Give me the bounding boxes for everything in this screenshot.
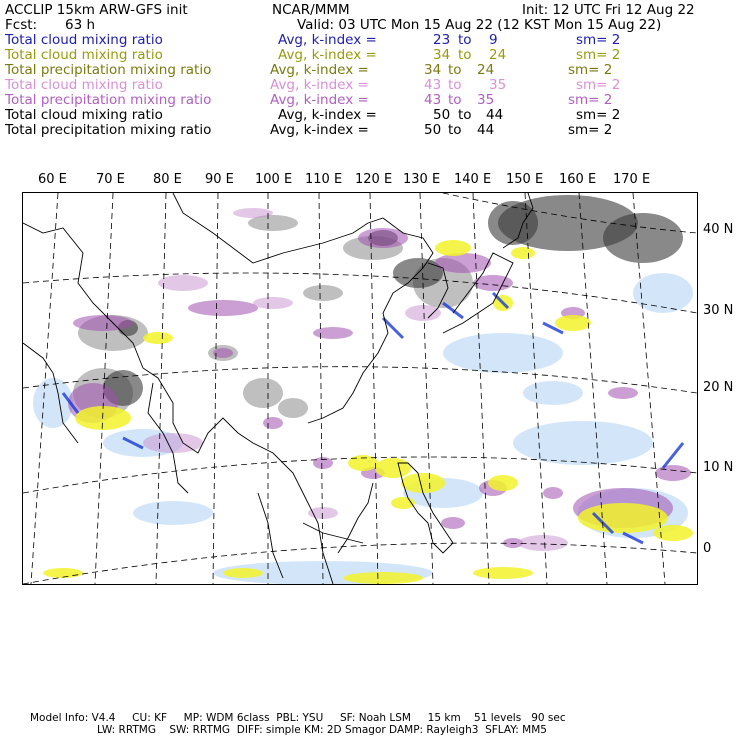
legend-field-name: Total cloud mixing ratio <box>5 47 163 63</box>
precip-mixing-region <box>655 465 691 481</box>
longitude-label: 150 E <box>506 172 544 187</box>
longitude-label: 120 E <box>355 172 393 187</box>
legend-k-to: 35 <box>477 92 495 108</box>
legend-avg-label: Avg, k-index = <box>278 107 377 123</box>
legend-avg-label: Avg, k-index = <box>270 92 369 108</box>
legend-field-name: Total precipitation mixing ratio <box>5 122 212 138</box>
yellow-mixing-region <box>143 332 173 344</box>
yellow-mixing-region <box>511 247 535 259</box>
legend-k-to: 44 <box>486 107 504 123</box>
model-info-line2: LW: RRTMG SW: RRTMG DIFF: simple KM: 2D Smagor DAMP: Rayleigh3 SFLAY: MM5 <box>97 724 547 736</box>
latitude-label: 20 N <box>703 380 734 395</box>
legend-k-from: 34 <box>433 47 451 63</box>
legend-field-name: Total cloud mixing ratio <box>5 107 163 123</box>
longitude-label: 130 E <box>403 172 441 187</box>
legend-k-to: 44 <box>477 122 495 138</box>
precip-mixing-region <box>441 517 465 529</box>
longitude-label: 90 E <box>205 172 234 187</box>
yellow-mixing-region <box>343 572 423 584</box>
precip-mixing-region <box>188 300 258 316</box>
longitude-gridline <box>420 193 433 584</box>
legend-smoothing: sm= 2 <box>576 32 621 48</box>
legend-row <box>0 108 740 123</box>
legend-field-name: Total cloud mixing ratio <box>5 32 163 48</box>
init-time: Init: 12 UTC Fri 12 Aug 22 <box>522 2 695 18</box>
forecast-label: Fcst: <box>5 17 38 33</box>
dense-cloud-region <box>488 201 538 245</box>
precip-mixing-region <box>263 417 283 429</box>
precip-mixing-region <box>73 315 133 331</box>
cloud-mixing-region <box>405 305 441 321</box>
latitude-label: 40 N <box>703 222 734 237</box>
legend-k-from: 43 <box>424 77 442 93</box>
legend-avg-label: Avg, k-index = <box>278 32 377 48</box>
cloud-mixing-region <box>233 208 273 218</box>
legend-smoothing: sm= 2 <box>576 47 621 63</box>
yellow-mixing-region <box>375 458 411 478</box>
legend-field-name: Total precipitation mixing ratio <box>5 62 212 78</box>
legend-avg-label: Avg, k-index = <box>270 122 369 138</box>
longitude-label: 80 E <box>153 172 182 187</box>
longitude-label: 170 E <box>613 172 651 187</box>
legend-smoothing: sm= 2 <box>568 62 613 78</box>
latitude-label: 0 <box>703 541 712 556</box>
cloud-haze-region <box>33 378 73 428</box>
legend-k-to: 24 <box>489 47 507 63</box>
legend-field-name: Total precipitation mixing ratio <box>5 92 212 108</box>
longitude-label: 70 E <box>96 172 125 187</box>
yellow-mixing-region <box>43 568 83 578</box>
legend-avg-label: Avg, k-index = <box>270 77 369 93</box>
map-canvas <box>23 193 697 584</box>
legend-to-label: to <box>458 47 472 63</box>
cloud-haze-region <box>133 501 213 525</box>
blue-mixing-streak <box>383 318 403 338</box>
dense-cloud-region <box>603 213 683 263</box>
precip-mixing-region <box>313 327 353 339</box>
cloud-mixing-region <box>158 275 208 291</box>
longitude-label: 100 E <box>255 172 293 187</box>
forecast-map <box>22 192 698 585</box>
yellow-mixing-region <box>488 475 518 491</box>
yellow-mixing-region <box>578 503 668 533</box>
precip-mixing-region <box>608 387 638 399</box>
legend-row <box>0 93 740 108</box>
legend-to-label: to <box>448 92 462 108</box>
yellow-mixing-region <box>435 240 471 256</box>
yellow-mixing-region <box>223 568 263 578</box>
legend-smoothing: sm= 2 <box>568 122 613 138</box>
forecast-hour: 63 h <box>65 17 96 33</box>
legend-field-name: Total cloud mixing ratio <box>5 77 163 93</box>
legend-row <box>0 48 740 63</box>
cloud-haze-region <box>443 333 563 373</box>
longitude-label: 160 E <box>559 172 597 187</box>
latitude-label: 10 N <box>703 460 734 475</box>
cloud-haze-region <box>513 421 653 465</box>
legend-k-from: 23 <box>433 32 451 48</box>
yellow-mixing-region <box>555 315 591 331</box>
cloud-mixing-region <box>253 297 293 309</box>
longitude-gridline <box>473 193 489 584</box>
blue-mixing-streak <box>663 443 683 468</box>
yellow-mixing-region <box>473 567 533 579</box>
grey-cloud-region <box>278 398 308 418</box>
legend-row <box>0 78 740 93</box>
latitude-label: 30 N <box>703 303 734 318</box>
legend-to-label: to <box>448 62 462 78</box>
precip-mixing-region <box>313 457 333 469</box>
longitude-gridline <box>319 193 323 584</box>
legend-smoothing: sm= 2 <box>576 77 621 93</box>
grey-cloud-region <box>243 378 283 408</box>
legend-k-from: 43 <box>424 92 442 108</box>
legend-row <box>0 33 740 48</box>
legend-avg-label: Avg, k-index = <box>270 62 369 78</box>
legend-k-from: 50 <box>433 107 451 123</box>
coastline <box>338 483 373 553</box>
legend-k-from: 50 <box>424 122 442 138</box>
legend-to-label: to <box>448 122 462 138</box>
valid-time: Valid: 03 UTC Mon 15 Aug 22 (12 KST Mon 15 Aug 22) <box>297 17 662 33</box>
legend-row <box>0 63 740 78</box>
cloud-mixing-region <box>518 535 568 551</box>
precip-mixing-region <box>473 275 513 291</box>
legend-to-label: to <box>448 77 462 93</box>
longitude-label: 60 E <box>38 172 67 187</box>
precip-mixing-region <box>543 487 563 499</box>
longitude-label: 110 E <box>305 172 343 187</box>
legend-row <box>0 123 740 138</box>
legend-to-label: to <box>458 32 472 48</box>
latitude-gridline <box>23 273 697 313</box>
legend-k-to: 24 <box>477 62 495 78</box>
grey-cloud-region <box>303 285 343 301</box>
yellow-mixing-region <box>653 525 693 541</box>
longitude-gridline <box>213 193 218 584</box>
model-info-line1: Model Info: V4.4 CU: KF MP: WDM 6class PBL: YSU SF: Noah LSM 15 km 51 levels 90 sec <box>30 712 566 724</box>
legend-smoothing: sm= 2 <box>568 92 613 108</box>
legend-k-from: 34 <box>424 62 442 78</box>
legend-k-to: 9 <box>489 32 498 48</box>
yellow-mixing-region <box>401 473 445 493</box>
legend-k-to: 35 <box>489 77 507 93</box>
organization-label: NCAR/MMM <box>272 2 350 18</box>
legend-to-label: to <box>458 107 472 123</box>
plot-title: ACCLIP 15km ARW-GFS init <box>5 2 188 18</box>
cloud-haze-region <box>523 381 583 405</box>
legend-smoothing: sm= 2 <box>576 107 621 123</box>
longitude-label: 140 E <box>454 172 492 187</box>
legend-avg-label: Avg, k-index = <box>278 47 377 63</box>
